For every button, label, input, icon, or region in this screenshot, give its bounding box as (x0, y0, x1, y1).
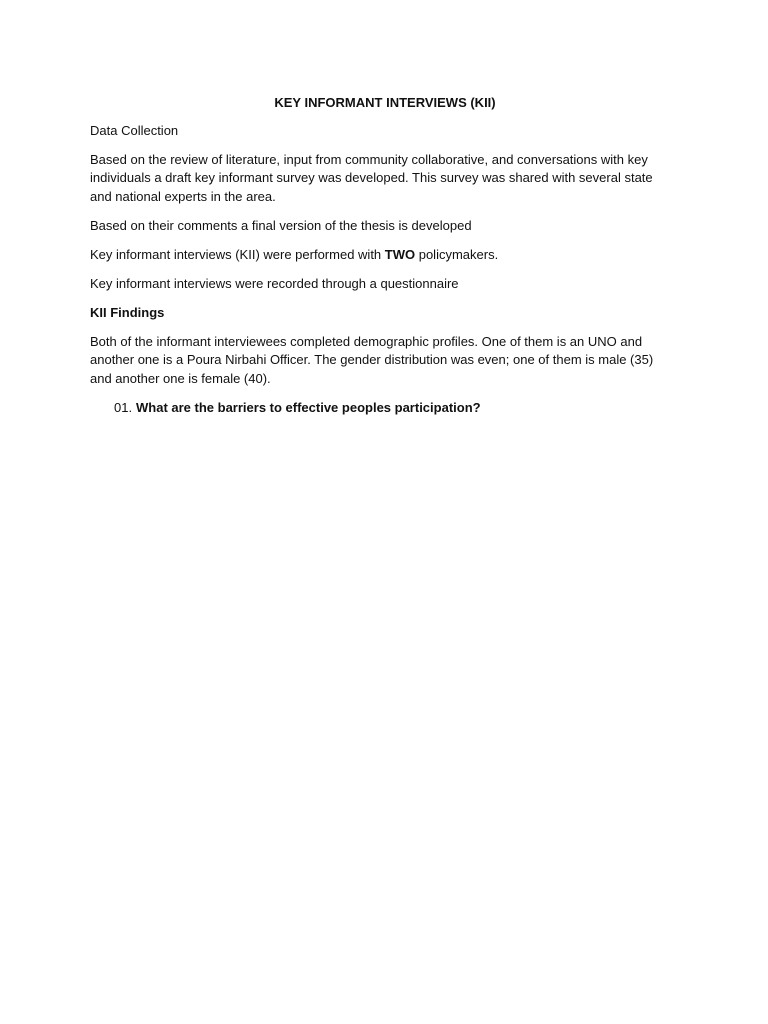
paragraph-kii-performed (90, 246, 672, 265)
paragraph-final-version: Based on their comments a final version of the thesis is developed (90, 217, 472, 233)
question-number: 01. (114, 399, 133, 415)
question-text: What are the barriers to effective peoples participation? (136, 399, 481, 415)
section-heading-kii-findings: KII Findings (90, 304, 165, 320)
document-title: KEY INFORMANT INTERVIEWS (KII) (274, 95, 496, 110)
question-item (114, 399, 672, 418)
paragraph-demographic-profiles: Both of the informant interviewees completed demographic profiles. One of them is an UNO and another one is a Poura Nirbahi Officer. The gender distribution was even; one of them is male (35) and another one is female (40). (90, 333, 654, 386)
kii-performed-prefix: Key informant interviews (KII) were performed with (90, 246, 385, 262)
paragraph-literature-review: Based on the review of literature, input from community collaborative, and conversations with key individuals a draft key informant survey was developed. This survey was shared with several state and national experts in the area. (90, 151, 653, 204)
kii-performed-suffix: policymakers. (415, 246, 499, 262)
section-heading-data-collection: Data Collection (90, 122, 179, 138)
kii-performed-count: TWO (384, 246, 416, 262)
paragraph-recorded-questionnaire: Key informant interviews were recorded through a questionnaire (90, 275, 459, 291)
